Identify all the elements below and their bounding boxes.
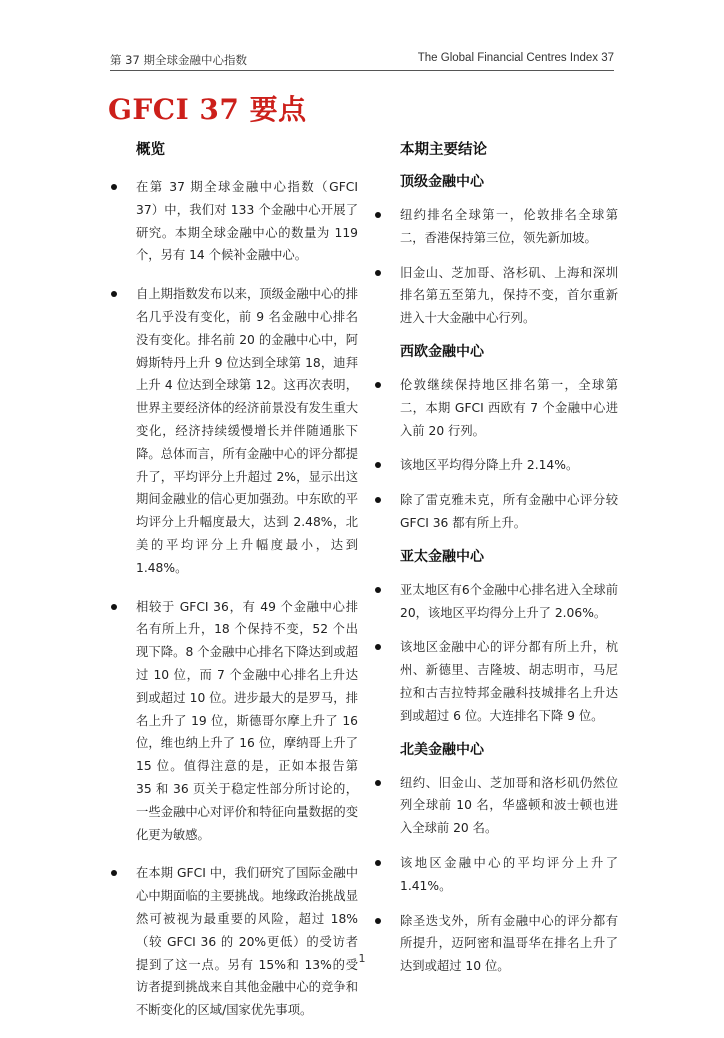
north-america-bullet-list xyxy=(372,772,618,978)
top-centres-bullet xyxy=(372,262,618,330)
bullet-dot-icon xyxy=(375,780,381,786)
asia-pacific-bullet xyxy=(372,636,618,727)
bullet-dot-icon xyxy=(375,382,381,388)
header-left-text: 第 37 期全球金融中心指数 xyxy=(110,53,247,67)
overview-bullet xyxy=(108,862,358,1022)
overview-bullet-text: 在本期 GFCI 中，我们研究了国际金融中心中期面临的主要挑战。地缘政治挑战显然可被视为最重要的风险，超过 18%（较 GFCI 36 的 20%更低）的受访者提到了这一点。另有 15%和 13%的受访者提到挑战来自其他金融中心的竞争和不断变化的区域/国家优先事项。 xyxy=(136,866,358,1018)
overview-bullet-list xyxy=(108,176,358,1022)
bullet-dot-icon xyxy=(375,462,381,468)
asia-pacific-bullet-text: 该地区金融中心的评分都有所上升，杭州、新德里、吉隆坡、胡志明市，马尼拉和古吉拉特邦金融科技城排名上升达到或超过 6 位。大连排名下降 9 位。 xyxy=(400,640,618,723)
western-europe-bullet xyxy=(372,489,618,535)
bullet-dot-icon xyxy=(375,644,381,650)
bullet-dot-icon xyxy=(375,212,381,218)
key-findings-column xyxy=(372,140,618,990)
asia-pacific-bullet-text: 亚太地区有6个金融中心排名进入全球前 20，该地区平均得分上升了 2.06%。 xyxy=(400,582,618,620)
western-europe-bullet-text: 该地区平均得分降上升 2.14%。 xyxy=(400,458,579,473)
bullet-dot-icon xyxy=(375,587,381,593)
north-america-heading: 北美金融中心 xyxy=(400,741,484,758)
page-number: 1 xyxy=(358,952,366,965)
overview-bullet xyxy=(108,596,358,847)
page-title: GFCI 37 要点 xyxy=(108,93,307,126)
key-findings-heading: 本期主要结论 xyxy=(400,142,487,158)
top-centres-bullet-text: 纽约排名全球第一，伦敦排名全球第二，香港保持第三位，领先新加坡。 xyxy=(400,208,618,245)
asia-pacific-bullet-list xyxy=(372,579,618,728)
western-europe-bullet-list xyxy=(372,374,618,535)
overview-bullet xyxy=(108,283,358,579)
top-centres-bullet-text: 旧金山、芝加哥、洛杉矶、上海和深圳排名第五至第九，保持不变，首尔重新进入十大金融中心行列。 xyxy=(400,265,618,326)
header-rule xyxy=(110,70,614,71)
overview-bullet-text: 在第 37 期全球金融中心指数（GFCI 37）中，我们对 133 个金融中心开展了研究。本期全球金融中心的数量为 119 个，另有 14 个候补金融中心。 xyxy=(136,180,358,263)
bullet-dot-icon xyxy=(375,918,381,924)
bullet-dot-icon xyxy=(375,270,381,276)
overview-bullet-text: 相较于 GFCI 36，有 49 个金融中心排名有所上升，18 个保持不变，52 个出现下降。8 个金融中心排名下降达到或超过 10 位，而 7 个金融中心排名上升达到或超过 10 位。进步最大的是罗马，排名上升了 19 位，斯德哥尔摩上升了 16 位，维也纳上升了 16 位，摩纳哥上升了 15 位。值得注意的是，正如本报告第 35 和 36 页关于稳定性部分所讨论的，一些金融中心对评价和特征向量数据的变化更为敏感。 xyxy=(136,599,358,842)
north-america-bullet-text: 该地区金融中心的平均评分上升了 1.41%。 xyxy=(400,855,618,893)
top-centres-bullet-list xyxy=(372,204,618,330)
north-america-bullet-text: 除圣迭戈外，所有金融中心的评分都有所提升，迈阿密和温哥华在排名上升了达到或超过 10 位。 xyxy=(400,913,618,974)
running-header xyxy=(110,52,614,70)
north-america-bullet-text: 纽约、旧金山、芝加哥和洛杉矶仍然位列全球前 10 名，华盛顿和波士顿也进入全球前 20 名。 xyxy=(400,775,618,836)
asia-pacific-heading: 亚太金融中心 xyxy=(400,548,484,565)
bullet-dot-icon xyxy=(375,497,381,503)
western-europe-bullet-text: 伦敦继续保持地区排名第一，全球第二，本期 GFCI 西欧有 7 个金融中心进入前 20 行列。 xyxy=(400,377,618,438)
overview-bullet xyxy=(108,176,358,267)
north-america-bullet xyxy=(372,910,618,978)
overview-column xyxy=(108,140,358,1038)
western-europe-heading: 西欧金融中心 xyxy=(400,343,484,360)
western-europe-bullet xyxy=(372,454,618,477)
western-europe-bullet xyxy=(372,374,618,442)
overview-heading: 概览 xyxy=(136,142,165,158)
western-europe-bullet-text: 除了雷克雅未克，所有金融中心评分较 GFCI 36 都有所上升。 xyxy=(400,493,618,530)
top-centres-heading: 顶级金融中心 xyxy=(400,174,484,190)
bullet-dot-icon xyxy=(111,291,117,297)
north-america-bullet xyxy=(372,772,618,840)
bullet-dot-icon xyxy=(111,870,117,876)
north-america-bullet xyxy=(372,852,618,898)
bullet-dot-icon xyxy=(111,604,117,610)
bullet-dot-icon xyxy=(111,184,117,190)
asia-pacific-bullet xyxy=(372,579,618,625)
bullet-dot-icon xyxy=(375,860,381,866)
top-centres-bullet xyxy=(372,204,618,250)
overview-bullet-text: 自上期指数发布以来，顶级金融中心的排名几乎没有变化，前 9 名金融中心排名没有变化。排名前 20 的金融中心中，阿姆斯特丹上升 9 位达到全球第 18，迪拜上升 4 位达到全球第 12。这再次表明，世界主要经济体的经济前景没有发生重大变化，经济持续缓慢增长并伴随通胀下降。总体而言，所有金融中心的评分都提升了，平均评分上升超过 2%，显示出这期间金融业的信心更加强劲。中东欧的平均评分上升幅度最大，达到 2.48%，北美的平均评分上升幅度最小，达到 1.48%。 xyxy=(136,287,358,575)
header-right-text: The Global Financial Centres Index 37 xyxy=(417,52,614,64)
